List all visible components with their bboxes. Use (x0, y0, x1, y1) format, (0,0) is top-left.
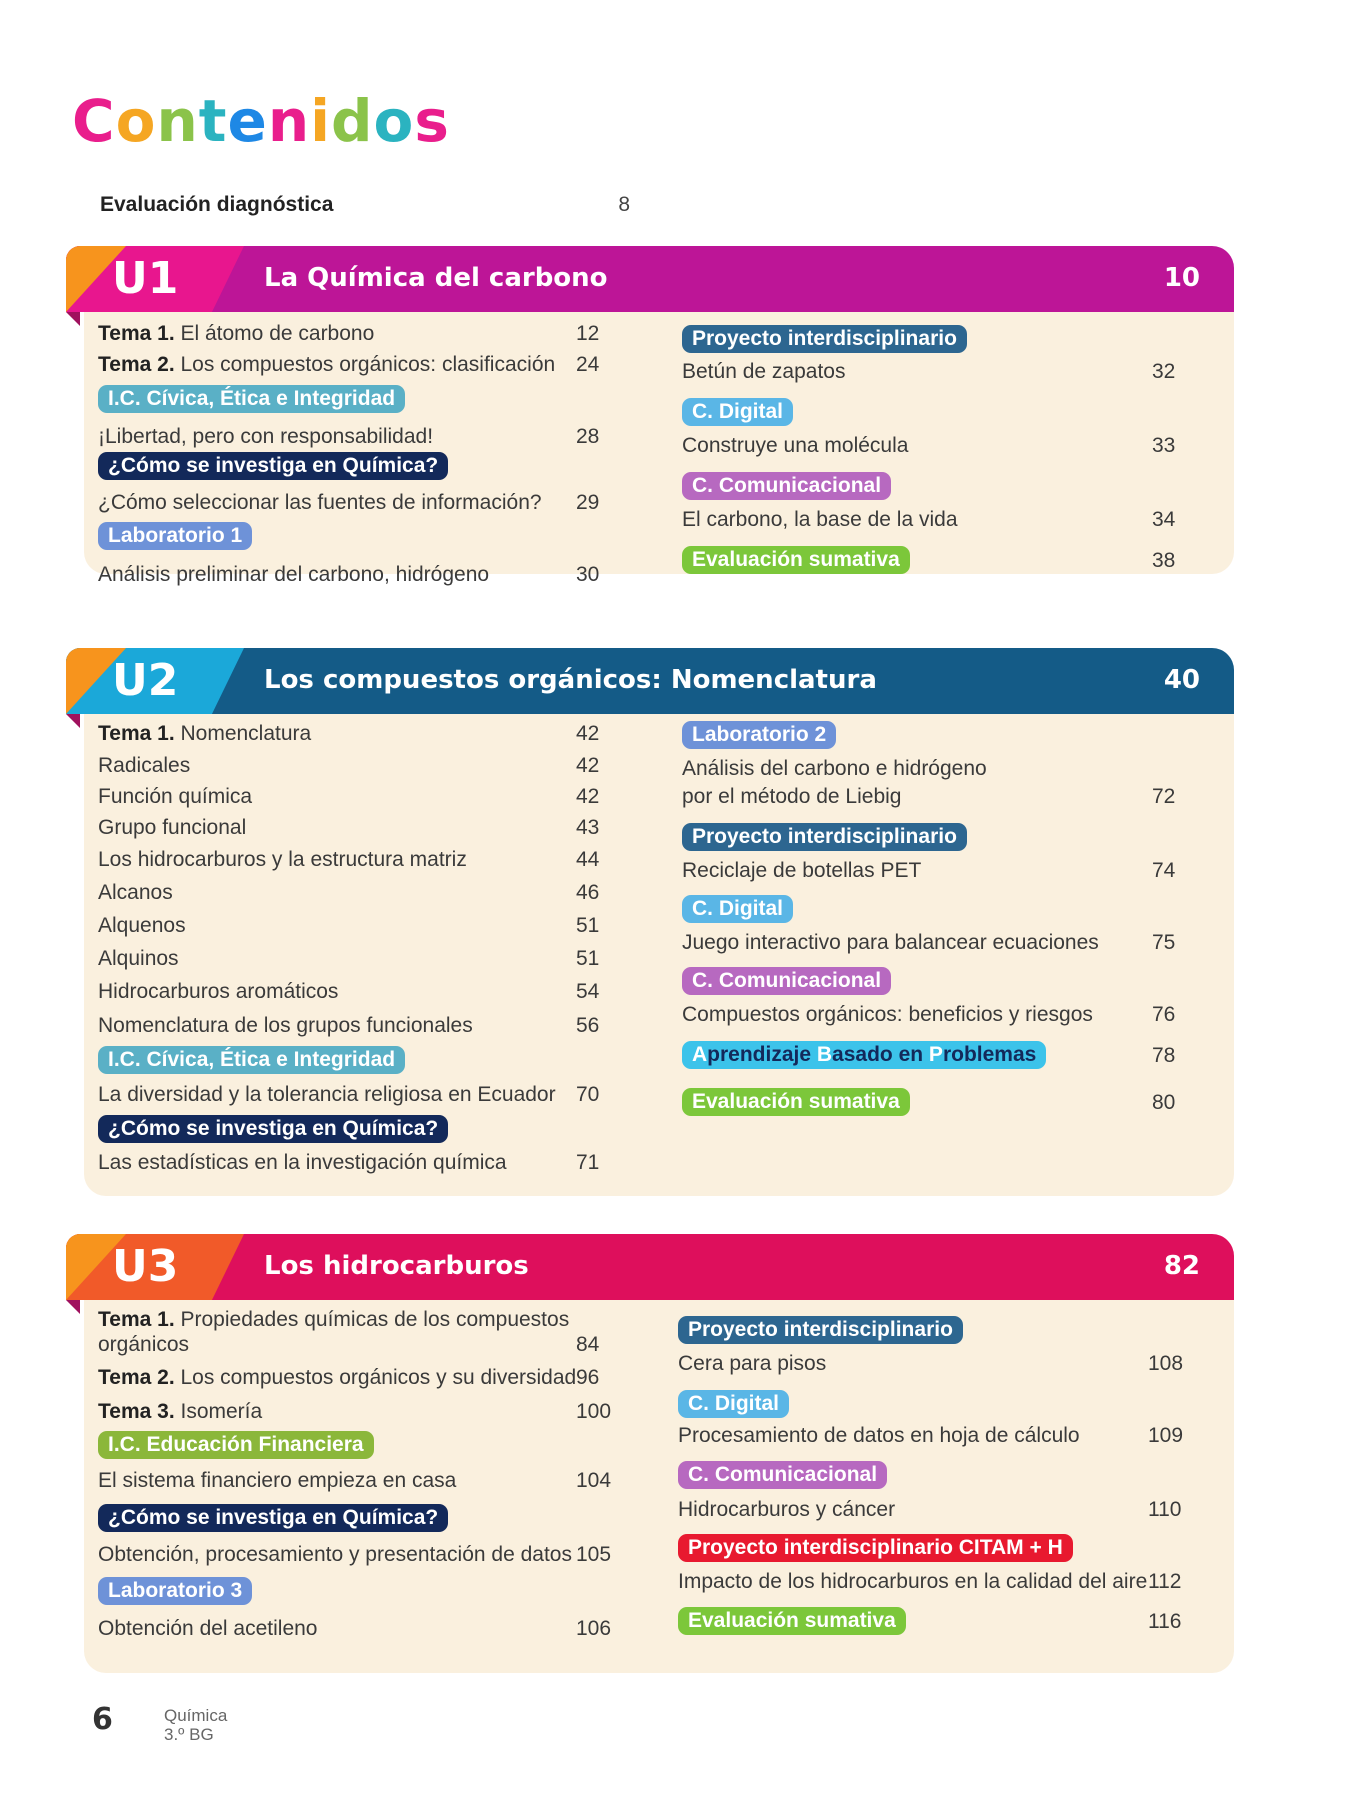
entry-text: Hidrocarburos aromáticos (98, 980, 339, 1003)
entry-page: 34 (1152, 508, 1176, 531)
section-tag[interactable]: C. Digital (682, 895, 793, 923)
entry-text: Propiedades químicas de los compuestos (180, 1308, 570, 1331)
title-letter: o (373, 87, 415, 155)
entry-text: orgánicos (98, 1333, 190, 1356)
toc-entry[interactable] (682, 434, 908, 458)
entry-page: 38 (1152, 549, 1176, 572)
entry-text: Alquinos (98, 947, 179, 970)
unit-code: U3 (112, 1241, 179, 1292)
entry-page: 29 (576, 491, 600, 514)
toc-entry[interactable] (98, 1083, 556, 1107)
unit-header-band (66, 246, 1234, 312)
footer-subject: Química (164, 1706, 228, 1725)
unit-page: 40 (1163, 665, 1200, 695)
toc-entry[interactable] (682, 785, 902, 809)
entry-page: 46 (576, 881, 600, 904)
title-letter: C (72, 87, 116, 155)
topic-number: Tema 2. (98, 353, 181, 376)
section-tag[interactable]: Proyecto interdisciplinario (682, 823, 967, 851)
toc-entry[interactable] (682, 931, 1099, 955)
page-title (72, 87, 450, 155)
diagnostic-entry[interactable] (100, 193, 630, 217)
toc-entry[interactable] (682, 859, 921, 883)
toc-entry[interactable] (682, 508, 958, 532)
abp-part: asado en (832, 1043, 929, 1066)
toc-entry[interactable] (678, 1424, 1080, 1448)
entry-text: Obtención del acetileno (98, 1617, 318, 1640)
toc-entry[interactable] (682, 360, 845, 384)
toc-entry[interactable] (98, 816, 246, 840)
toc-entry[interactable] (98, 947, 179, 971)
toc-entry[interactable] (98, 785, 252, 809)
entry-text: Los compuestos orgánicos y su diversidad (180, 1366, 577, 1389)
toc-entry[interactable] (678, 1570, 1147, 1594)
entry-page: 30 (576, 563, 600, 586)
entry-text: Nomenclatura (180, 722, 312, 745)
entry-page: 116 (1148, 1610, 1182, 1633)
unit-code: U1 (112, 253, 179, 304)
topic-number: Tema 1. (98, 722, 181, 745)
footer-page-number: 6 (92, 1702, 113, 1737)
entry-page: 108 (1148, 1352, 1184, 1375)
title-letter: d (331, 87, 374, 155)
entry-page: 105 (576, 1543, 612, 1566)
unit-header[interactable] (66, 246, 1234, 312)
entry-page: 84 (576, 1333, 600, 1356)
section-tag[interactable]: Proyecto interdisciplinario (678, 1316, 963, 1344)
entry-page: 74 (1152, 859, 1176, 882)
entry-page: 42 (576, 785, 600, 808)
entry-page: 33 (1152, 434, 1176, 457)
entry-text: Análisis preliminar del carbono, hidrógeno (98, 563, 490, 586)
entry-page: 28 (576, 425, 600, 448)
toc-entry[interactable] (98, 754, 190, 778)
topic-entry[interactable] (98, 1308, 569, 1332)
unit-fold-corner (66, 312, 80, 326)
section-tag[interactable]: I.C. Educación Financiera (98, 1431, 374, 1459)
toc-entry[interactable] (678, 1498, 895, 1522)
section-tag[interactable]: Proyecto interdisciplinario (682, 325, 967, 353)
unit-header[interactable] (66, 648, 1234, 714)
entry-page: 51 (576, 914, 600, 937)
abp-part: P (928, 1043, 943, 1066)
toc-entry[interactable] (98, 563, 489, 587)
topic-entry[interactable] (98, 322, 374, 346)
abp-part: A (692, 1043, 708, 1066)
section-tag[interactable]: Evaluación sumativa (678, 1607, 906, 1635)
unit-page: 82 (1163, 1251, 1200, 1281)
entry-page: 43 (576, 816, 600, 839)
entry-page: 112 (1148, 1570, 1182, 1593)
entry-page: 51 (576, 947, 600, 970)
entry-text: Isomería (180, 1400, 263, 1423)
entry-text: El sistema financiero empieza en casa (98, 1469, 457, 1492)
entry-text: El átomo de carbono (180, 322, 375, 345)
entry-page: 72 (1152, 785, 1176, 808)
entry-page: 12 (576, 322, 600, 345)
entry-page: 106 (576, 1617, 612, 1640)
entry-text: El carbono, la base de la vida (682, 508, 958, 531)
entry-text: Grupo funcional (98, 816, 247, 839)
topic-entry[interactable] (98, 353, 555, 377)
section-tag[interactable]: C. Digital (678, 1390, 789, 1418)
toc-entry[interactable] (678, 1352, 826, 1376)
unit-title: Los compuestos orgánicos: Nomenclatura (264, 665, 877, 695)
entry-text: Hidrocarburos y cáncer (678, 1498, 896, 1521)
title-letter: e (227, 87, 268, 155)
entry-page: 32 (1152, 360, 1176, 383)
section-tag[interactable]: I.C. Cívica, Ética e Integridad (98, 385, 405, 413)
toc-entry[interactable] (682, 1003, 1093, 1027)
entry-page: 24 (576, 353, 600, 376)
toc-entry[interactable] (98, 491, 542, 515)
toc-entry[interactable] (682, 757, 987, 781)
topic-number: Tema 3. (98, 1400, 181, 1423)
section-tag[interactable]: Proyecto interdisciplinario CITAM + H (678, 1534, 1073, 1562)
unit-code: U2 (112, 655, 179, 706)
toc-entry[interactable] (98, 881, 173, 905)
toc-entry[interactable] (98, 1617, 318, 1641)
section-tag[interactable]: Evaluación sumativa (682, 546, 910, 574)
entry-page: 42 (576, 722, 600, 745)
footer-grade: 3.º BG (164, 1725, 214, 1744)
entry-text: Impacto de los hidrocarburos en la calidad del aire (678, 1570, 1148, 1593)
entry-page: 104 (576, 1469, 612, 1492)
title-letter: t (198, 87, 228, 155)
section-tag[interactable]: C. Comunicacional (682, 472, 891, 500)
toc-entry[interactable] (98, 1151, 507, 1175)
entry-page: 44 (576, 848, 600, 871)
toc-entry[interactable] (98, 1333, 189, 1357)
entry-page: 56 (576, 1014, 600, 1037)
entry-text: Nomenclatura de los grupos funcionales (98, 1014, 473, 1037)
entry-text: Función química (98, 785, 253, 808)
title-letter: i (310, 87, 331, 155)
entry-text: Radicales (98, 754, 191, 777)
entry-text: Compuestos orgánicos: beneficios y riesgos (682, 1003, 1093, 1026)
topic-number: Tema 1. (98, 322, 181, 345)
title-letter: n (267, 87, 311, 155)
entry-text: Procesamiento de datos en hoja de cálculo (678, 1424, 1080, 1447)
entry-text: por el método de Liebig (682, 785, 902, 808)
entry-text: Construye una molécula (682, 434, 909, 457)
diagnostic-page: 8 (618, 193, 630, 216)
entry-page: 71 (576, 1151, 600, 1174)
entry-page: 110 (1148, 1498, 1182, 1521)
entry-text: Los compuestos orgánicos: clasificación (180, 353, 556, 376)
entry-page: 109 (1148, 1424, 1184, 1447)
topic-entry[interactable] (98, 1400, 262, 1424)
toc-entry[interactable] (98, 980, 338, 1004)
entry-page: 100 (576, 1400, 612, 1423)
title-letter: s (414, 87, 450, 155)
topic-number: Tema 1. (98, 1308, 181, 1331)
section-tag[interactable]: C. Comunicacional (678, 1461, 887, 1489)
section-tag-abp[interactable] (682, 1041, 1046, 1069)
section-tag[interactable]: ¿Cómo se investiga en Química? (98, 1504, 448, 1532)
entry-text: Reciclaje de botellas PET (682, 859, 922, 882)
entry-text: Juego interactivo para balancear ecuaciones (682, 931, 1099, 954)
entry-text: Obtención, procesamiento y presentación de datos (98, 1543, 572, 1566)
toc-entry[interactable] (98, 425, 433, 449)
entry-text: Alcanos (98, 881, 173, 904)
section-tag[interactable]: C. Comunicacional (682, 967, 891, 995)
unit-fold-corner (66, 714, 80, 728)
section-tag[interactable]: I.C. Cívica, Ética e Integridad (98, 1046, 405, 1074)
toc-entry[interactable] (98, 1014, 473, 1038)
section-tag[interactable]: Evaluación sumativa (682, 1088, 910, 1116)
entry-text: ¿Cómo seleccionar las fuentes de información? (98, 491, 542, 514)
section-tag[interactable]: ¿Cómo se investiga en Química? (98, 1115, 448, 1143)
title-letter: n (156, 87, 199, 155)
section-tag[interactable]: Laboratorio 1 (98, 522, 252, 550)
toc-entry[interactable] (98, 1469, 456, 1493)
unit-title: La Química del carbono (264, 263, 608, 293)
footer-book-info (164, 1706, 227, 1744)
entry-page: 80 (1152, 1091, 1176, 1114)
toc-entry[interactable] (98, 848, 467, 872)
entry-text: La diversidad y la tolerancia religiosa en Ecuador (98, 1083, 556, 1106)
entry-text: Cera para pisos (678, 1352, 827, 1375)
toc-entry[interactable] (98, 914, 186, 938)
unit-header-band (66, 1234, 1234, 1300)
entry-page: 96 (576, 1366, 600, 1389)
entry-page: 70 (576, 1083, 600, 1106)
entry-page: 42 (576, 754, 600, 777)
abp-part: prendizaje (707, 1043, 817, 1066)
entry-text: Análisis del carbono e hidrógeno (682, 757, 987, 780)
entry-page: 54 (576, 980, 600, 1003)
topic-number: Tema 2. (98, 1366, 181, 1389)
section-tag[interactable]: ¿Cómo se investiga en Química? (98, 452, 448, 480)
entry-text: Betún de zapatos (682, 360, 846, 383)
entry-text: Las estadísticas en la investigación química (98, 1151, 507, 1174)
unit-header[interactable] (66, 1234, 1234, 1300)
entry-text: ¡Libertad, pero con responsabilidad! (98, 425, 434, 448)
entry-page: 78 (1152, 1044, 1176, 1067)
section-tag[interactable]: Laboratorio 2 (682, 721, 836, 749)
unit-fold-corner (66, 1300, 80, 1314)
abp-part: B (816, 1043, 833, 1066)
topic-entry[interactable] (98, 1366, 576, 1390)
entry-page: 75 (1152, 931, 1176, 954)
unit-page: 10 (1163, 263, 1200, 293)
unit-title: Los hidrocarburos (264, 1251, 529, 1281)
section-tag[interactable]: C. Digital (682, 398, 793, 426)
entry-page: 76 (1152, 1003, 1176, 1026)
section-tag[interactable]: Laboratorio 3 (98, 1577, 252, 1605)
entry-text: Alquenos (98, 914, 186, 937)
title-letter: o (115, 87, 157, 155)
toc-entry[interactable] (98, 1543, 572, 1567)
diagnostic-label: Evaluación diagnóstica (100, 193, 334, 216)
entry-text: Los hidrocarburos y la estructura matriz (98, 848, 467, 871)
abp-part: roblemas (942, 1043, 1037, 1066)
topic-entry[interactable] (98, 722, 311, 746)
